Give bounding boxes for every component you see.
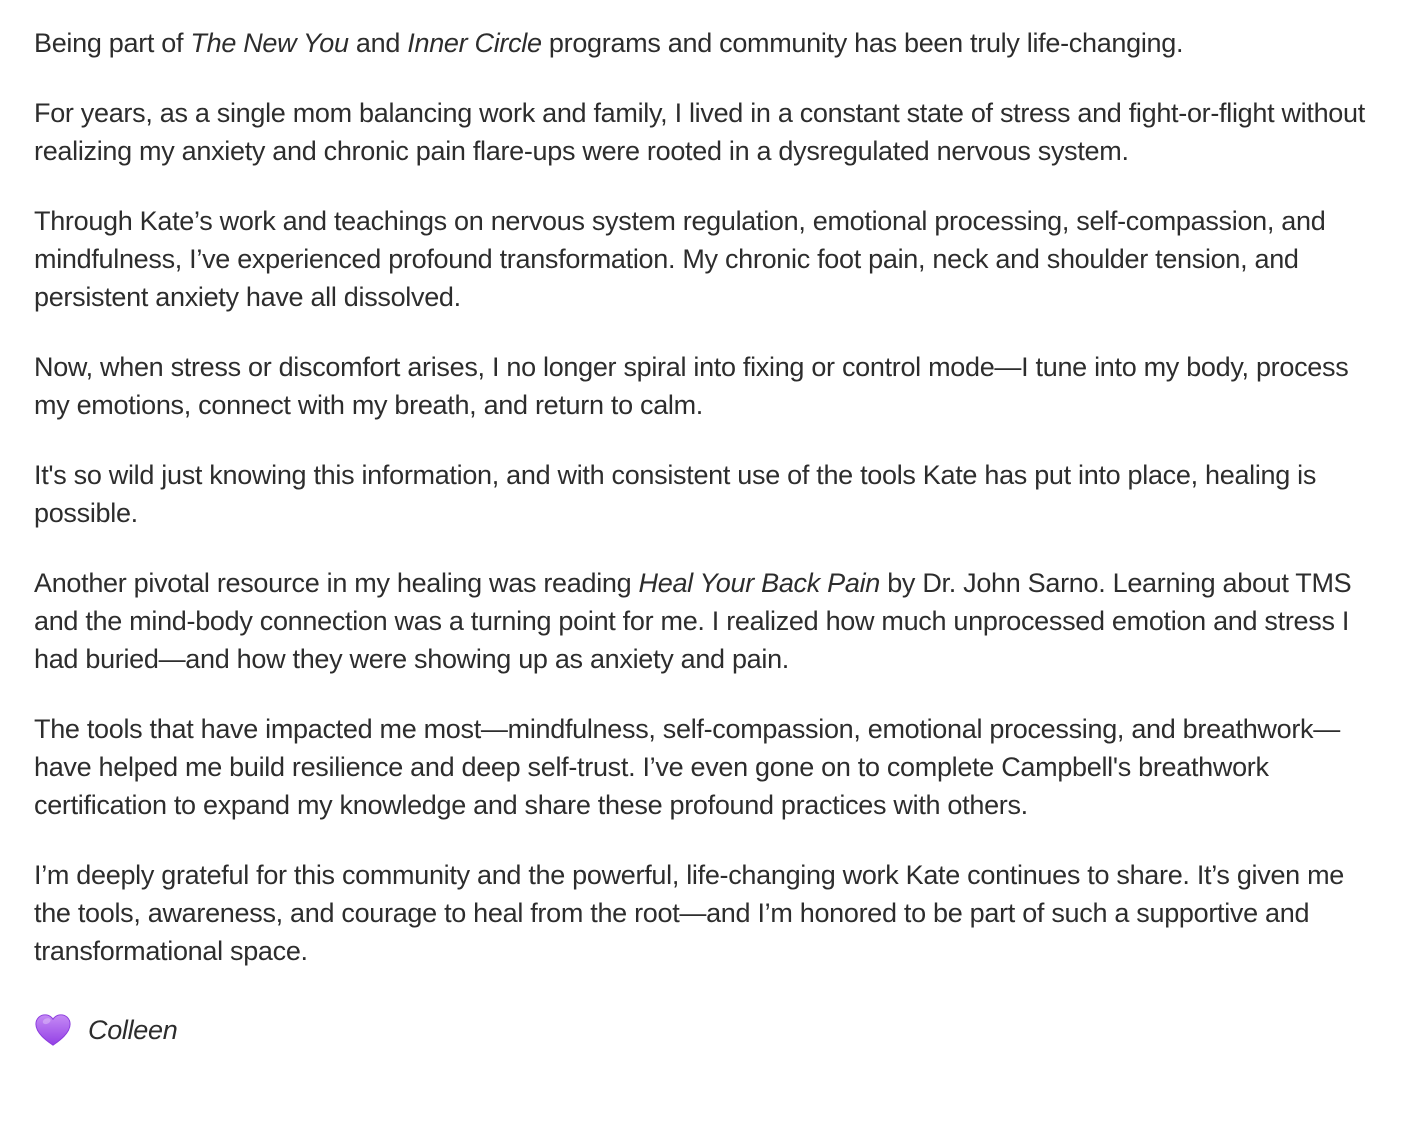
italic-text-segment: Heal Your Back Pain (638, 568, 880, 598)
testimonial-paragraph (34, 564, 1374, 678)
text-segment: and (348, 28, 408, 58)
text-segment: programs and community has been truly life-changing. (541, 28, 1184, 58)
text-segment: I’m deeply grateful for this community and the powerful, life-changing work Kate continues to share. It’s given me the tools, awareness, and courage to heal from the root—and I’m honored to be part of such a supportive and transformational space. (34, 860, 1344, 966)
signature (34, 1012, 1374, 1048)
text-segment: It's so wild just knowing this information, and with consistent use of the tools Kate has put into place, healing is possible. (34, 460, 1317, 528)
italic-text-segment: Inner Circle (407, 28, 542, 58)
italic-text-segment: The New You (190, 28, 349, 58)
text-segment: For years, as a single mom balancing work and family, I lived in a constant state of stress and fight-or-flight without realizing my anxiety and chronic pain flare-ups were rooted in a dysregulated nervous system. (34, 98, 1365, 166)
testimonial-body (34, 24, 1374, 970)
text-segment: Being part of (34, 28, 191, 58)
purple-heart-icon (34, 1012, 72, 1048)
text-segment: Through Kate’s work and teachings on nervous system regulation, emotional processing, self-compassion, and mindfulness, I’ve experienced profound transformation. My chronic foot pain, neck and shoulder tension, and persistent anxiety have all dissolved. (34, 206, 1326, 312)
text-segment: Another pivotal resource in my healing was reading (34, 568, 639, 598)
signature-name: Colleen (88, 1014, 178, 1045)
text-segment: by Dr. John Sarno. Learning about TMS and the mind-body connection was a turning point for me. I realized how much unprocessed emotion and stress I had buried—and how they were showing up as anxiety and pain. (34, 568, 1352, 674)
testimonial-paragraph (34, 456, 1374, 532)
testimonial-paragraph (34, 348, 1374, 424)
testimonial-paragraph (34, 94, 1374, 170)
text-segment: The tools that have impacted me most—mindfulness, self-compassion, emotional processing, and breathwork—have helped me build resilience and deep self-trust. I’ve even gone on to complete Campbell's breathwork certification to expand my knowledge and share these profound practices with others. (34, 714, 1340, 820)
testimonial-paragraph (34, 710, 1374, 824)
testimonial-paragraph (34, 24, 1374, 62)
text-segment: Now, when stress or discomfort arises, I no longer spiral into fixing or control mode—I tune into my body, process my emotions, connect with my breath, and return to calm. (34, 352, 1349, 420)
testimonial-paragraph (34, 856, 1374, 970)
testimonial-paragraph (34, 202, 1374, 316)
